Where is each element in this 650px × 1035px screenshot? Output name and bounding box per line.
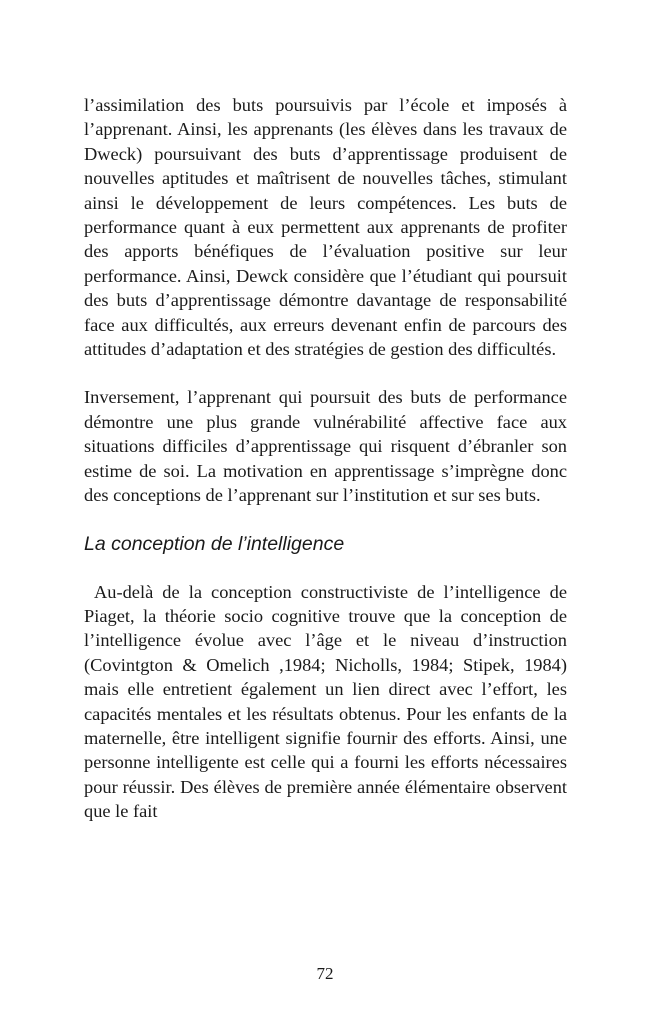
- page-number: 72: [316, 964, 334, 983]
- section-heading: La conception de l’intelligence: [84, 532, 345, 555]
- body-paragraph: l’assimilation des buts poursuivis par l’école et imposés à l’apprenant. Ainsi, les apprenants (les élèves dans les travaux de Dweck) poursuivant des buts d’apprentissage produisent de nouvelles aptitudes et maîtrisent de nouvelles tâches, stimulant ainsi le développement de leurs compétences. Les buts de performance quant à eux permettent aux apprenants de profiter des apports bénéfiques de l’évaluation positive sur leur performance. Ainsi, Dewck considère que l’étudiant qui poursuit des buts d’apprentissage démontre davantage de responsabilité face aux difficultés, aux erreurs devenant enfin de parcours des attitudes d’adaptation et des stratégies de gestion des difficultés.: [84, 95, 567, 360]
- body-paragraph: Inversement, l’apprenant qui poursuit des buts de performance démontre une plus grande vulnérabilité affective face aux situations difficiles d’apprentissage qui risquent d’ébranler son estime de soi. La motivation en apprentissage s’imprègne donc des conceptions de l’apprenant sur l’institution et sur ses buts.: [84, 387, 567, 506]
- body-paragraph: Au-delà de la conception constructiviste de l’intelligence de Piaget, la théorie socio cognitive trouve que la conception de l’intelligence évolue avec l’âge et le niveau d’instruction (Covintgton & Omelich ,1984; Nicholls, 1984; Stipek, 1984) mais elle entretient également un lien direct avec l’effort, les capacités mentales et les résultats obtenus. Pour les enfants de la maternelle, être intelligent signifie fournir des efforts. Ainsi, une personne intelligente est celle qui a fourni les efforts nécessaires pour réussir. Des élèves de première année élémentaire observent que le fait: [84, 581, 567, 822]
- page-body: [84, 93, 567, 824]
